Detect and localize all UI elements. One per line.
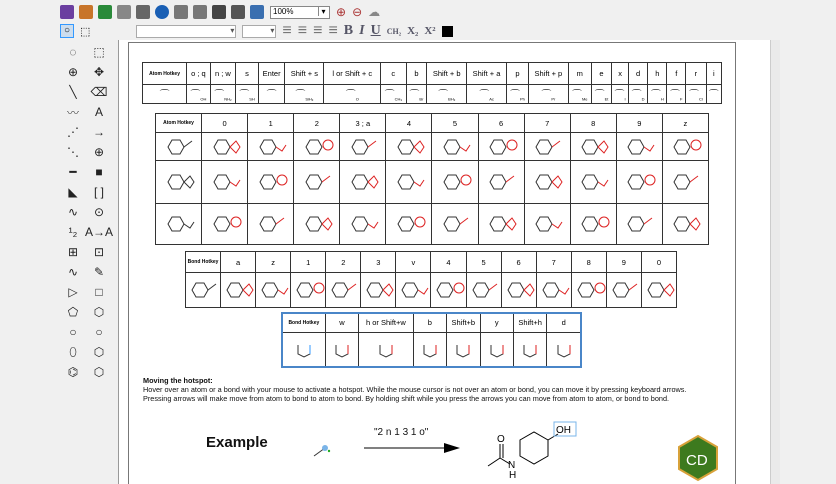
group-label: Cl: [698, 96, 703, 102]
acetaminophen-structure: [480, 418, 590, 480]
move-icon[interactable]: ✥: [93, 65, 105, 79]
structure-cell: [432, 133, 478, 161]
hotkey-header: y: [480, 313, 513, 332]
formula-button[interactable]: CH₂: [386, 26, 402, 36]
save-icon[interactable]: [117, 5, 131, 19]
structure-cell: [202, 161, 248, 204]
hotkey-header: z: [256, 252, 291, 273]
hexagon-icon[interactable]: ⬡: [93, 305, 105, 319]
main-toolbar: [60, 2, 380, 22]
structure-cell: [662, 161, 708, 204]
structure-cell: $⌒_{Ph}$: [506, 85, 528, 104]
structure-cell: [340, 204, 386, 245]
hotkey-header: 9: [616, 114, 662, 133]
help-title: Moving the hotspot:: [143, 376, 213, 385]
oxygen-label: O: [497, 434, 505, 445]
hydrogen-label: H: [509, 470, 517, 480]
reaction-arrow: [362, 440, 462, 456]
zoom-out-icon[interactable]: ⊖: [352, 5, 363, 19]
triangle-icon[interactable]: ▷: [68, 285, 78, 299]
group-label: F: [680, 96, 683, 102]
align-right-icon[interactable]: ≡: [313, 22, 323, 39]
group-label: Et: [604, 96, 609, 102]
vertical-scrollbar[interactable]: [770, 40, 780, 484]
group-label: I: [624, 96, 626, 102]
print-icon[interactable]: [136, 5, 150, 19]
bond-hotkey-table: [185, 251, 677, 308]
structure-cell: [641, 273, 676, 308]
group-label: Br: [419, 96, 424, 102]
reaction-icon[interactable]: A→A: [85, 225, 114, 239]
structure-cell: [386, 204, 432, 245]
group-label: NH₂: [224, 96, 232, 102]
structure-cell: [202, 133, 248, 161]
table-row: [156, 204, 709, 245]
hotkey-header: d: [547, 313, 581, 332]
hotkey-header: f: [667, 63, 686, 85]
structure-cell: ⌒: [706, 85, 721, 104]
hotkey-header: 1: [248, 114, 294, 133]
group-label: CH₃: [394, 96, 402, 102]
hotkey-header: Enter: [259, 63, 285, 85]
structure-cell: [325, 332, 358, 367]
hash-bond-icon[interactable]: ⋰: [67, 125, 79, 139]
example-keys: "2 n 1 3 1 o": [374, 427, 429, 438]
structure-cell: [570, 161, 616, 204]
hotkey-header: Shift + p: [528, 63, 568, 85]
structure-cell: $⌒_{OH}$: [187, 85, 211, 104]
orbital-icon[interactable]: ⊙: [93, 205, 105, 219]
hotkey-header: Shift + a: [467, 63, 507, 85]
hotkey-header: b: [406, 63, 427, 85]
wavy-icon[interactable]: ∿: [67, 205, 79, 219]
group-label: D: [641, 96, 645, 102]
structure-cell: $⌒_F$: [667, 85, 686, 104]
hotkey-header: 4: [386, 114, 432, 133]
structure-cell: [524, 133, 570, 161]
hotkey-header: o ; q: [187, 63, 211, 85]
hotkey-header: 4: [431, 252, 466, 273]
hotkey-header: 2: [294, 114, 340, 133]
structure-cell: $⌒_{Me}$: [568, 85, 591, 104]
structure-cell: $⌒_{Ac}$: [467, 85, 507, 104]
atom-hotkey-table: [142, 62, 722, 104]
cyclohexane-icon[interactable]: ⬯: [69, 344, 77, 359]
hotkey-header: m: [568, 63, 591, 85]
hotkey-header: 9: [606, 252, 641, 273]
select-tool-icon[interactable]: ⬚: [80, 25, 91, 38]
bold-button[interactable]: B: [343, 23, 354, 38]
structure-cell: $⌒_{SH}$: [236, 85, 259, 104]
zoom-in-icon[interactable]: ⊕: [336, 5, 347, 19]
hotkey-header: 1: [291, 252, 326, 273]
hotkey-header: 6: [478, 114, 524, 133]
bold-bond-icon[interactable]: ━: [69, 165, 77, 179]
redo-icon[interactable]: [193, 5, 207, 19]
structure-cell: [413, 332, 446, 367]
group-label: Ph: [520, 96, 525, 102]
structure-cell: [248, 133, 294, 161]
hotkey-header: Bond Hotkey: [186, 252, 221, 273]
help-line-1: Hover over an atom or a bond with your mouse to activate a hotspot. While the mouse cursor is not over an atom or bond, you can move it by pressing keyboard arrows.: [143, 385, 687, 394]
group-label: SiH₃: [305, 96, 314, 102]
structure-cell: [282, 332, 325, 367]
group-label: BH₂: [448, 96, 456, 102]
structure-cell: ⌒: [143, 85, 187, 104]
hotkey-header: r: [686, 63, 706, 85]
hotkey-header: 5: [432, 114, 478, 133]
hotkey-header: 7: [524, 114, 570, 133]
bond-icon[interactable]: ╲: [69, 85, 77, 99]
hotkey-header: c: [381, 63, 407, 85]
structure-cell: [294, 204, 340, 245]
group-label: Pr: [551, 96, 556, 102]
pentagon-icon[interactable]: ⬠: [67, 305, 79, 319]
hotkey-header: 3: [361, 252, 396, 273]
structure-cell: [524, 204, 570, 245]
structure-cell: [447, 332, 480, 367]
structure-cell: $⌒_{Cl}$: [686, 85, 706, 104]
structure-cell: [248, 161, 294, 204]
group-label: H: [660, 96, 664, 102]
structure-cell: [359, 332, 414, 367]
structure-cell: [432, 204, 478, 245]
hotkey-header: i: [706, 63, 721, 85]
group-label: SH: [249, 96, 255, 102]
structure-cell: [570, 204, 616, 245]
cyclopropane-icon[interactable]: ○: [69, 325, 77, 339]
structure-cell: [570, 133, 616, 161]
size-select[interactable]: [242, 25, 276, 38]
structure-cell: [361, 273, 396, 308]
nitrogen-label: N: [508, 460, 516, 471]
structure-cell: [291, 273, 326, 308]
structure-cell: [524, 161, 570, 204]
hotkey-header: h or Shift+w: [359, 313, 414, 332]
structure-cell: [326, 273, 361, 308]
open-cloud-icon[interactable]: [98, 5, 112, 19]
structure-cell: [513, 332, 546, 367]
pen-icon[interactable]: ✎: [93, 265, 105, 279]
structure-cell: [156, 204, 202, 245]
structure-cell: [156, 133, 202, 161]
structure-cell: $⌒_{NH_2}$: [210, 85, 235, 104]
subscript-button[interactable]: X₂: [407, 25, 419, 37]
structure-cell: [501, 273, 536, 308]
cycloheptane-icon[interactable]: ⬡: [93, 345, 105, 359]
cut-icon[interactable]: [212, 5, 226, 19]
structure-cell: $⌒_I$: [612, 85, 629, 104]
hotkey-header: 0: [202, 114, 248, 133]
open-icon[interactable]: [79, 5, 93, 19]
table-row: [156, 161, 709, 204]
format-toolbar: [60, 21, 453, 41]
hotkey-header: d: [628, 63, 647, 85]
text-icon[interactable]: A: [94, 105, 103, 119]
structure-cell: [340, 161, 386, 204]
structure-cell: $⌒_{BH_2}$: [427, 85, 467, 104]
undo-icon[interactable]: [174, 5, 188, 19]
hotkey-header: w: [325, 313, 358, 332]
structure-cell: [221, 273, 256, 308]
hotkey-header: 8: [570, 114, 616, 133]
eraser-icon[interactable]: ⌫: [90, 85, 108, 99]
structure-cell: $⌒_D$: [628, 85, 647, 104]
color-button[interactable]: [442, 26, 453, 37]
structure-cell: [616, 161, 662, 204]
wedge-hash-icon[interactable]: ⋱: [67, 145, 79, 159]
hotkey-header: 5: [466, 252, 501, 273]
hotkey-header: p: [506, 63, 528, 85]
structure-cell: [480, 332, 513, 367]
table-icon[interactable]: ⊞: [67, 245, 79, 259]
structure-cell: [340, 133, 386, 161]
structure-cell: [571, 273, 606, 308]
group-label: O: [355, 96, 359, 102]
hotkey-header: Atom Hotkey: [143, 63, 187, 85]
structure-cell: $⌒_{Pr}$: [528, 85, 568, 104]
structure-cell: [662, 133, 708, 161]
hotkey-header: 2: [326, 252, 361, 273]
table-row: [143, 85, 722, 104]
group-label: Ac: [489, 96, 494, 102]
align-left-icon[interactable]: ≡: [282, 22, 292, 39]
benzene-icon[interactable]: ⌬: [67, 365, 79, 379]
structure-cell: [616, 204, 662, 245]
zoom-select[interactable]: 100% ▾: [270, 6, 330, 19]
paste-icon[interactable]: [250, 5, 264, 19]
table-row: [156, 133, 709, 161]
structure-cell: $⌒_{CH_3}$: [381, 85, 407, 104]
structure-cell: [156, 161, 202, 204]
bracket-icon[interactable]: [ ]: [93, 185, 104, 199]
structure-cell: [478, 161, 524, 204]
ring-icon[interactable]: ⬡: [93, 365, 105, 379]
structure-cell: $⌒_{SiH_3}$: [285, 85, 324, 104]
chain-icon[interactable]: 〰: [66, 105, 79, 120]
atom-map-icon[interactable]: ¹₂: [68, 225, 78, 239]
chemdraw-logo: [676, 434, 720, 482]
hotkey-header: s: [236, 63, 259, 85]
new-doc-icon[interactable]: [60, 5, 74, 19]
justify-icon[interactable]: ≡: [328, 22, 338, 39]
italic-button[interactable]: I: [359, 23, 365, 38]
help-icon[interactable]: [155, 5, 169, 19]
cyclobutane-icon[interactable]: ○: [95, 325, 103, 339]
hotkey-header: Bond Hotkey: [282, 313, 325, 332]
table-header-row: [143, 63, 722, 85]
hotkey-header: e: [591, 63, 611, 85]
hotkey-header: Shift + s: [285, 63, 324, 85]
structure-cell: ⌒: [259, 85, 285, 104]
structure-cell: [466, 273, 501, 308]
hotkey-header: a: [221, 252, 256, 273]
hotkey-header: l or Shift + c: [324, 63, 381, 85]
arrow-icon[interactable]: →: [93, 125, 105, 139]
hotkey-header: h: [648, 63, 667, 85]
rotate-icon[interactable]: ⊕: [67, 65, 79, 79]
svg-text:CD: CD: [686, 452, 708, 469]
tool-palette: [60, 40, 112, 484]
ring-hotkey-table: [155, 113, 709, 245]
example-start-bond: [310, 440, 340, 460]
structure-cell: [202, 204, 248, 245]
structure-cell: [432, 161, 478, 204]
oh-label: OH: [556, 425, 571, 436]
hotkey-header: x: [612, 63, 629, 85]
square-icon[interactable]: □: [95, 285, 103, 299]
cloud-icon[interactable]: ☁: [368, 5, 381, 19]
hotkey-header: Shift + b: [427, 63, 467, 85]
structure-cell: [294, 133, 340, 161]
structure-cell: $⌒_O$: [324, 85, 381, 104]
align-center-icon[interactable]: ≡: [297, 22, 308, 39]
hotkey-header: n ; w: [210, 63, 235, 85]
structure-cell: [248, 204, 294, 245]
structure-cell: [616, 133, 662, 161]
hotkey-header: z: [662, 114, 708, 133]
rectangle-icon[interactable]: ■: [95, 165, 103, 179]
help-line-2: Pressing arrows will make move from atom to bond to atom to bond. By holding shift while you press the arrows you can move from atom to atom, or bond to bond.: [143, 394, 670, 403]
structure-cell: [396, 273, 431, 308]
hotkey-header: 8: [571, 252, 606, 273]
structure-cell: $⌒_H$: [648, 85, 667, 104]
lasso-tool-icon[interactable]: ○: [60, 24, 74, 38]
curve-icon[interactable]: ∿: [67, 265, 79, 279]
structure-cell: [386, 133, 432, 161]
hotkey-header: 0: [641, 252, 676, 273]
hotkey-header: Shift+b: [447, 313, 480, 332]
superscript-button[interactable]: X²: [424, 25, 436, 37]
font-select[interactable]: [136, 25, 236, 38]
structure-cell: [294, 161, 340, 204]
copy-icon[interactable]: [231, 5, 245, 19]
underline-button[interactable]: U: [370, 23, 381, 38]
lasso-icon[interactable]: ◌: [69, 45, 77, 59]
example-label: Example: [206, 434, 268, 451]
structure-cell: [256, 273, 291, 308]
hotkey-header: 7: [536, 252, 571, 273]
structure-cell: [386, 161, 432, 204]
hotkey-header: b: [413, 313, 446, 332]
charge-icon[interactable]: ⊕: [93, 145, 105, 159]
bond-hotkey-table-2: [281, 312, 582, 368]
query-icon[interactable]: ⊡: [93, 245, 105, 259]
structure-cell: [478, 133, 524, 161]
hotkey-header: 3 ; a: [340, 114, 386, 133]
structure-cell: [606, 273, 641, 308]
structure-cell: $⌒_{Et}$: [591, 85, 611, 104]
structure-cell: $⌒_{Br}$: [406, 85, 427, 104]
hotkey-header: v: [396, 252, 431, 273]
structure-cell: [662, 204, 708, 245]
hotkey-header: 6: [501, 252, 536, 273]
hotkey-header: Shift+h: [513, 313, 546, 332]
structure-cell: [431, 273, 466, 308]
structure-cell: [536, 273, 571, 308]
marquee-icon[interactable]: ⬚: [93, 45, 105, 59]
wedge-bond-icon[interactable]: ◣: [68, 185, 78, 199]
group-label: OH: [200, 96, 207, 102]
hotkey-header: Atom Hotkey: [156, 114, 202, 133]
group-label: Me: [581, 96, 588, 102]
structure-cell: [547, 332, 581, 367]
structure-cell: [478, 204, 524, 245]
structure-cell: [186, 273, 221, 308]
